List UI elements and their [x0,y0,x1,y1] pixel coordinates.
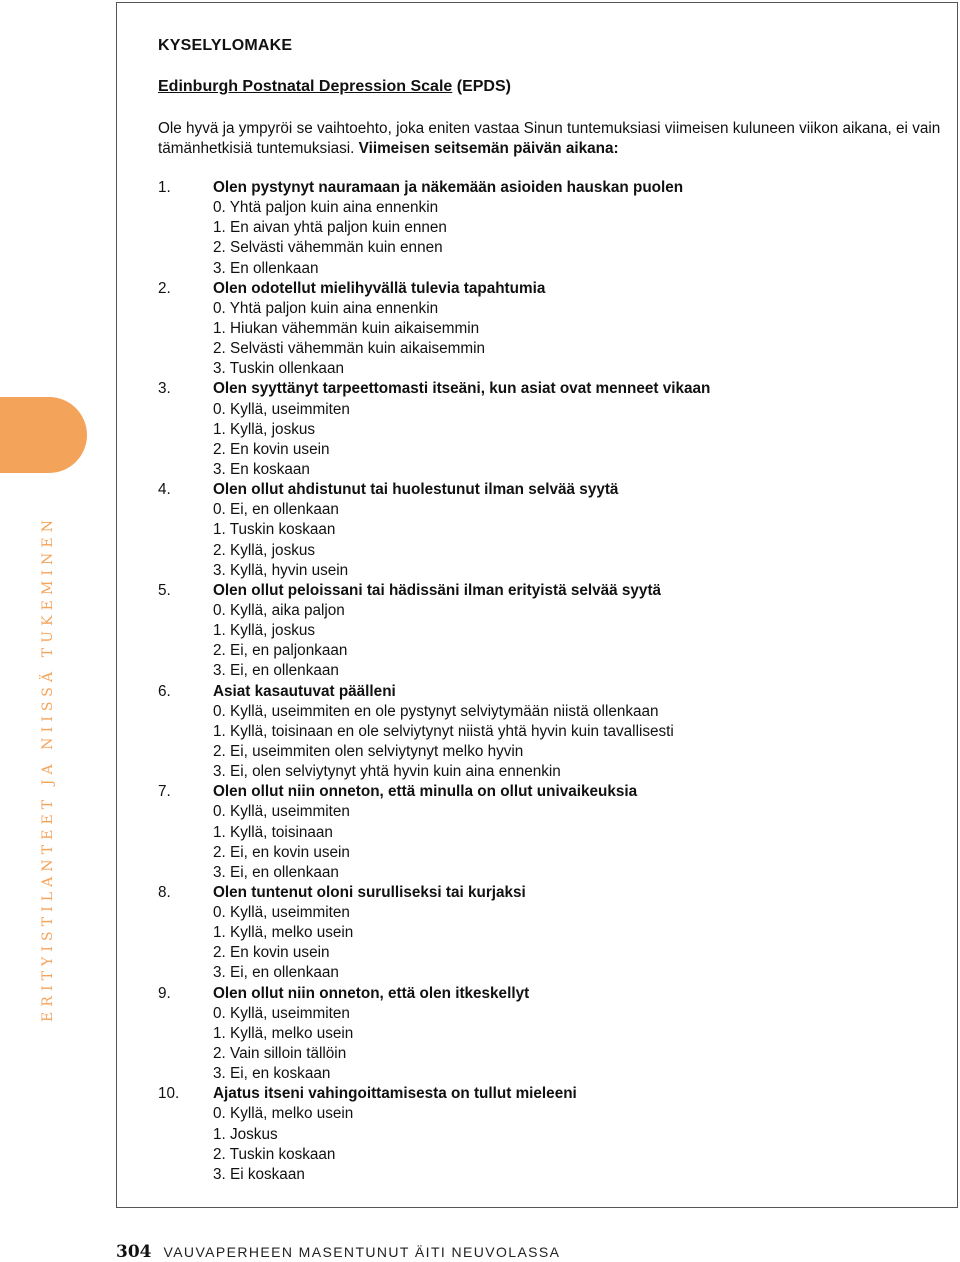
answer-option: 0. Yhtä paljon kuin aina ennenkin [213,299,439,317]
answer-option: 2. Ei, en kovin usein [213,843,350,861]
instructions-timeframe: Viimeisen seitsemän päivän aikana: [358,140,619,157]
answer-option: 3. Ei, olen selviytynyt yhtä hyvin kuin aina ennenkin [213,763,561,781]
scale-name: Edinburgh Postnatal Depression Scale [158,78,453,95]
question-number: 2. [158,279,171,297]
question-number: 3. [158,380,171,398]
question-row [158,984,948,1004]
answer-option: 2. Ei, useimmiten olen selviytynyt melko hyvin [213,742,524,760]
answer-option: 2. Ei, en paljonkaan [213,642,348,660]
question-item [158,178,948,279]
chapter-side-title: ERITYISTILANTEET JA NIISSÄ TUKEMINEN [40,514,56,1022]
answer-option: 2. Tuskin koskaan [213,1145,336,1163]
answer-option: 3. En ollenkaan [213,259,319,277]
answer-option: 3. Kyllä, hyvin usein [213,561,349,579]
answer-option: 2. Selvästi vähemmän kuin aikaisemmin [213,340,486,358]
answer-option: 3. En koskaan [213,460,310,478]
form-instructions [158,119,948,159]
question-text: Olen pystynyt nauramaan ja näkemään asioiden hauskan puolen [213,179,684,196]
question-text: Asiat kasautuvat päälleni [213,682,396,700]
question-row [158,279,948,299]
question-row [158,480,948,500]
question-item [158,279,948,380]
question-number: 1. [158,179,171,196]
answer-option: 0. Kyllä, useimmiten [213,1004,350,1022]
question-row [158,581,948,601]
question-text: Olen ollut ahdistunut tai huolestunut ilman selvää syytä [213,481,619,499]
answer-option: 1. Kyllä, melko usein [213,924,354,942]
question-item [158,782,948,883]
question-row [158,178,948,198]
question-text: Olen odotellut mielihyvällä tulevia tapahtumia [213,279,546,297]
answer-option: 2. Kyllä, joskus [213,541,316,559]
question-item [158,682,948,783]
answer-option: 1. En aivan yhtä paljon kuin ennen [213,219,447,237]
answer-option: 1. Kyllä, toisinaan en ole selviytynyt niistä yhtä hyvin kuin tavallisesti [213,722,674,740]
question-text: Olen ollut niin onneton, että minulla on ollut univaikeuksia [213,783,638,801]
answer-option: 0. Kyllä, useimmiten [213,400,350,418]
chapter-tab-marker [0,397,87,473]
question-text: Ajatus itseni vahingoittamisesta on tullut mieleeni [213,1085,577,1103]
answer-option: 0. Kyllä, useimmiten [213,803,350,821]
answer-option: 2. Selvästi vähemmän kuin ennen [213,239,443,257]
question-number: 6. [158,682,171,700]
question-text: Olen syyttänyt tarpeettomasti itseäni, kun asiat ovat menneet vikaan [213,380,711,398]
question-item [158,379,948,480]
form-title: KYSELYLOMAKE [158,37,293,54]
form-subtitle [158,78,511,96]
answer-option: 1. Kyllä, joskus [213,622,316,640]
question-number: 4. [158,481,171,499]
answer-option: 3. Ei, en koskaan [213,1065,331,1083]
question-row [158,883,948,903]
answer-option: 0. Kyllä, melko usein [213,1105,354,1123]
scale-abbreviation: (EPDS) [452,78,511,95]
question-item [158,1084,948,1185]
book-title: VAUVAPERHEEN MASENTUNUT ÄITI NEUVOLASSA [163,1244,561,1260]
answer-option: 0. Kyllä, aika paljon [213,601,345,619]
question-item [158,480,948,581]
answer-option: 3. Ei koskaan [213,1165,305,1183]
question-text: Olen ollut peloissani tai hädissäni ilman erityistä selvää syytä [213,581,662,599]
answer-option: 0. Kyllä, useimmiten en ole pystynyt selviytymään niistä ollenkaan [213,702,659,720]
answer-option: 1. Kyllä, melko usein [213,1024,354,1042]
question-number: 5. [158,581,171,599]
answer-option: 3. Ei, en ollenkaan [213,964,339,982]
answer-option: 2. Vain silloin tällöin [213,1045,347,1063]
answer-option: 2. En kovin usein [213,944,330,962]
answer-option: 1. Kyllä, joskus [213,420,316,438]
answer-option: 3. Tuskin ollenkaan [213,360,344,378]
question-number: 7. [158,783,171,801]
question-item [158,581,948,682]
question-item [158,883,948,984]
question-row [158,1084,948,1104]
question-row [158,682,948,702]
answer-option: 1. Hiukan vähemmän kuin aikaisemmin [213,319,480,337]
answer-option: 0. Kyllä, useimmiten [213,904,350,922]
instructions-text: Ole hyvä ja ympyröi se vaihtoehto, joka eniten vastaa Sinun tuntemuksiasi viimeisen kuluneen viikon aikana, ei vain tämänhetkisiä tuntemuksiasi. [158,120,941,157]
answer-option: 1. Kyllä, toisinaan [213,823,333,841]
answer-option: 1. Tuskin koskaan [213,521,336,539]
answer-option: 2. En kovin usein [213,440,330,458]
question-item [158,984,948,1085]
question-number: 9. [158,984,171,1002]
answer-option: 1. Joskus [213,1125,278,1143]
answer-option: 3. Ei, en ollenkaan [213,662,339,680]
page-footer [116,1242,560,1262]
question-row [158,379,948,399]
question-number: 10. [158,1085,180,1103]
answer-option: 0. Ei, en ollenkaan [213,501,339,519]
answer-option: 0. Yhtä paljon kuin aina ennenkin [213,199,439,217]
page-number: 304 [116,1242,152,1262]
question-text: Olen tuntenut oloni surulliseksi tai kurjaksi [213,883,526,901]
answer-option: 3. Ei, en ollenkaan [213,863,339,881]
question-row [158,782,948,802]
question-list [158,178,948,1185]
question-number: 8. [158,883,171,901]
question-text: Olen ollut niin onneton, että olen itkeskellyt [213,984,530,1002]
